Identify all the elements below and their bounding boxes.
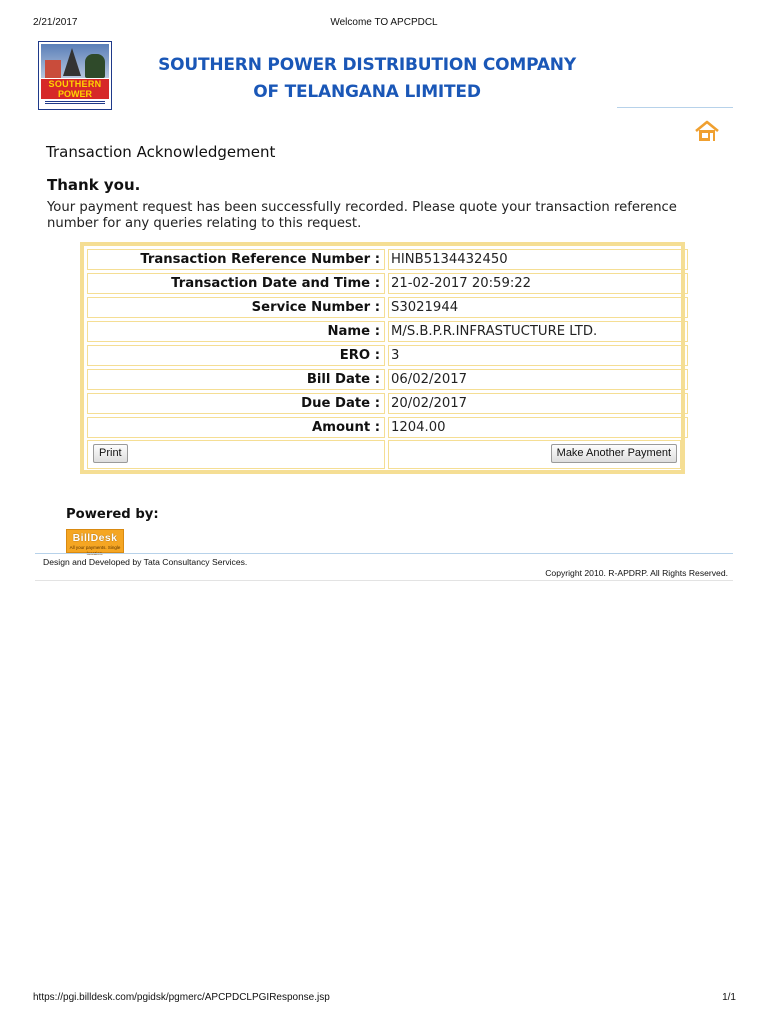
page-heading: Transaction Acknowledgement (46, 143, 276, 161)
billdesk-logo[interactable] (66, 529, 124, 553)
receipt-row (87, 297, 680, 318)
receipt-row (87, 249, 680, 270)
billdesk-tagline: All your payments. Single (69, 545, 121, 550)
receipt-label: Amount : (87, 417, 385, 438)
ero-value: 3 (388, 345, 688, 366)
logo-text-power: POWER (41, 89, 109, 99)
confirmation-message: Your payment request has been successfully recorded. Please quote your transaction reference number for any queries relating to this request. (47, 200, 677, 231)
receipt-row (87, 369, 680, 390)
print-button[interactable]: Print (93, 444, 128, 463)
print-url: https://pgi.billdesk.com/pgidsk/pgmerc/APCPDCLPGIResponse.jsp (33, 992, 330, 1003)
transaction-datetime-value: 21-02-2017 20:59:22 (388, 273, 688, 294)
receipt-label: Transaction Date and Time : (87, 273, 385, 294)
receipt-label: Name : (87, 321, 385, 342)
copyright-text: Copyright 2010. R-APDRP. All Rights Reserved. (545, 568, 728, 578)
name-value: M/S.B.P.R.INFRASTUCTURE LTD. (388, 321, 688, 342)
receipt-label: Bill Date : (87, 369, 385, 390)
receipt-row (87, 273, 680, 294)
due-date-value: 20/02/2017 (388, 393, 688, 414)
print-date: 2/21/2017 (33, 17, 78, 28)
footer-bottom-divider (35, 580, 733, 581)
company-title-line1: SOUTHERN POWER DISTRIBUTION COMPANY (158, 55, 576, 75)
design-credit: Design and Developed by Tata Consultancy Services. (43, 557, 248, 567)
bill-date-value: 06/02/2017 (388, 369, 688, 390)
home-icon[interactable] (693, 119, 721, 143)
service-number-value: S3021944 (388, 297, 688, 318)
company-title (120, 52, 614, 106)
print-page-title: Welcome TO APCPDCL (330, 17, 438, 28)
receipt-label: ERO : (87, 345, 385, 366)
company-title-line2: OF TELANGANA LIMITED (253, 82, 481, 102)
another-payment-cell (388, 440, 681, 469)
receipt-row (87, 345, 680, 366)
receipt-row (87, 417, 680, 438)
receipt-label: Due Date : (87, 393, 385, 414)
amount-value: 1204.00 (388, 417, 688, 438)
logo-text-southern: SOUTHERN (41, 79, 109, 89)
receipt-row (87, 393, 680, 414)
header-divider (617, 107, 733, 108)
company-logo (38, 41, 112, 110)
transaction-reference-value: HINB5134432450 (388, 249, 688, 270)
receipt-row (87, 321, 680, 342)
receipt-label: Transaction Reference Number : (87, 249, 385, 270)
print-page-count: 1/1 (722, 992, 736, 1003)
make-another-payment-button[interactable]: Make Another Payment (551, 444, 677, 463)
receipt-table (80, 242, 685, 474)
thank-you-text: Thank you. (47, 176, 141, 194)
receipt-label: Service Number : (87, 297, 385, 318)
powered-by-label: Powered by: (66, 507, 159, 522)
footer-divider (35, 553, 733, 554)
billdesk-brand: BillDesk (72, 532, 118, 544)
print-cell (87, 440, 385, 469)
